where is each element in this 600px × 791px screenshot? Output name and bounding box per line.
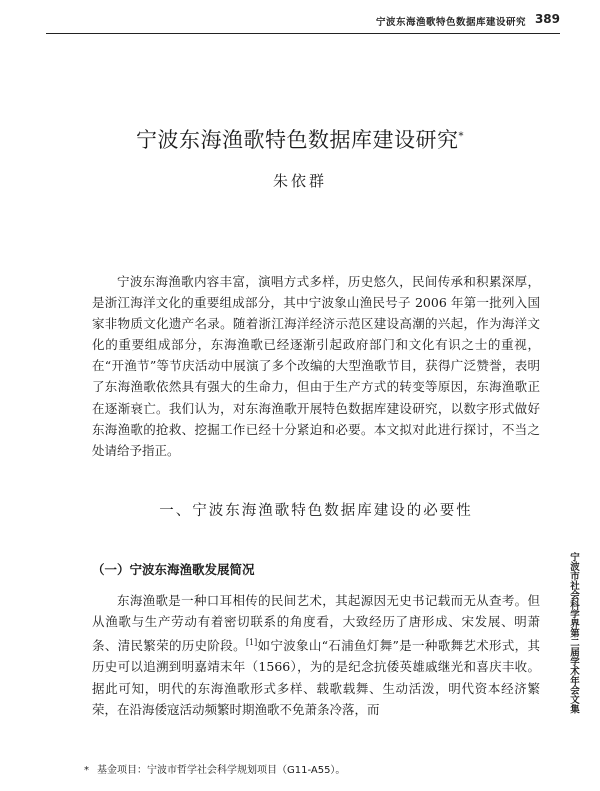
section-heading: 一、宁波东海渔歌特色数据库建设的必要性 — [159, 503, 473, 519]
running-title: 宁波东海渔歌特色数据库建设研究 — [375, 17, 526, 28]
footnote — [84, 761, 345, 776]
header-rule — [46, 33, 560, 34]
body-text-before-ref: 东海渔歌是一种口耳相传的民间艺术，其起源因无史书记载而无从查考。但从渔歌与生产劳动有着密切联系的角度看，大致经历了唐形成、宋发展、明萧条、清民繁荣的历史阶段。 — [92, 593, 540, 654]
reference-marker: [1] — [245, 638, 258, 648]
side-banner: 宁波市社会科学界第二届学术年会文集 — [568, 552, 579, 714]
footnote-marker: * — [84, 765, 89, 776]
page-number: 389 — [534, 12, 560, 26]
article-title-text: 宁波东海渔歌特色数据库建设研究 — [136, 128, 459, 152]
article-author: 朱依群 — [272, 172, 327, 190]
article-title — [0, 124, 600, 154]
abstract-paragraph: 宁波东海渔歌内容丰富，演唱方式多样，历史悠久，民间传承和积累深厚，是浙江海洋文化的重要组成部分，其中宁波象山渔民号子 2006 年第一批列入国家非物质文化遗产名录。随着浙江海洋经济示范区建设高潮的兴起，作为海洋文化的重要组成部分，东海渔歌已经逐渐引起政府部门和文化有识之士的重视，在“开渔节”等节庆活动中展演了多个改编的大型渔歌节目，获得广泛赞誉，表明了东海渔歌依然具有强大的生命力，但由于生产方式的转变等原因，东海渔歌正在逐渐衰亡。我们认为，对东海渔歌开展特色数据库建设研究，以数字形式做好东海渔歌的抢救、挖掘工作已经十分紧迫和必要。本文拟对此进行探讨，不当之处请给予指正。 — [92, 274, 540, 458]
body-paragraph — [92, 590, 540, 720]
subsection-heading: （一）宁波东海渔歌发展简况 — [92, 562, 255, 577]
title-footnote-marker: * — [458, 131, 464, 142]
body-text-after-ref: 如宁波象山“石浦鱼灯舞”是一种歌舞艺术形式，其历史可以追溯到明嘉靖末年（1566），为的是纪念抗倭英雄戚继光和喜庆丰收。据此可知，明代的东海渔歌形式多样、载歌载舞、生动活泼，明代资本经济繁荣，在沿海倭寇活动频繁时期渔歌不免萧条冷落，而 — [92, 638, 540, 717]
footnote-text: 基金项目：宁波市哲学社会科学规划项目（G11-A55）。 — [97, 765, 346, 776]
